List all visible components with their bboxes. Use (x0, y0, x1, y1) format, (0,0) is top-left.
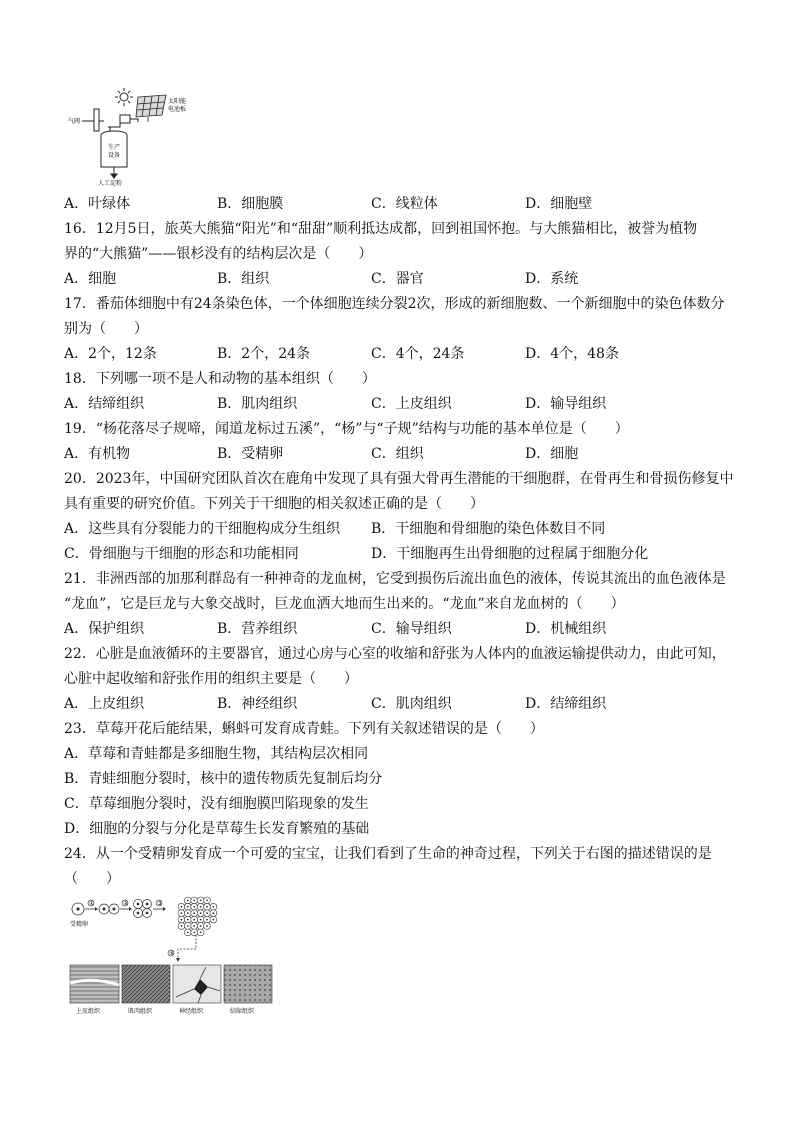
q16-options (64, 269, 744, 289)
muscle-tissue-label: 肌肉组织 (128, 1008, 153, 1015)
cluster-cell-nucleus (187, 919, 189, 921)
q21-option-c[interactable]: C．输导组织 (371, 621, 452, 637)
q20-option-c[interactable]: C．骨细胞与干细胞的形态和功能相同 (64, 546, 299, 562)
q18-option-a[interactable]: A．结缔组织 (64, 396, 145, 412)
artificial-starch-diagram (66, 87, 190, 187)
cluster-cell-nucleus (206, 906, 208, 908)
cluster-cell-nucleus (181, 912, 183, 914)
solar-panel (136, 95, 166, 122)
nerve-tissue-label: 神经组织 (179, 1008, 204, 1015)
step-3-label: ③ (157, 900, 163, 907)
q16-stem-line-1: 16．12月5日，旅英大熊猫“阳光”和“甜甜”顺利抵达成都，回到祖国怀抱。与大熊猫相比，被誉为植物 (64, 221, 698, 237)
q23-option-b[interactable]: B．青蛙细胞分裂时，核中的遗传物质先复制后均分 (64, 771, 383, 787)
cluster-cell-nucleus (181, 925, 183, 927)
q21-option-d[interactable]: D．机械组织 (525, 621, 607, 637)
cluster-cell-nucleus (187, 925, 189, 927)
q16-stem-line-2: 界的“大熊猫”——银杉没有的结构层次是（ ） (64, 246, 373, 262)
step-1-label: ① (89, 900, 95, 907)
q22-option-c[interactable]: C．肌肉组织 (371, 696, 452, 712)
q20-options-row-2 (64, 544, 744, 564)
cluster-cell-nucleus (193, 906, 195, 908)
q22-option-b[interactable]: B．神经组织 (217, 696, 298, 712)
q20-stem-line-2: 具有重要的研究价值。下列关于干细胞的相关叙述正确的是（ ） (64, 496, 484, 512)
q22-stem-line-1: 22．心脏是血液循环的主要器官，通过心房与心室的收缩和舒张为人体内的血液运输提供动力，由此可知， (64, 646, 726, 662)
cell-development-diagram (68, 893, 274, 1019)
q15-option-d[interactable]: D．细胞壁 (525, 196, 593, 212)
q17-options (64, 344, 744, 364)
sun-icon (115, 88, 133, 106)
q20-stem-line-1: 20．2023年，中国研究团队首次在鹿角中发现了具有强大骨再生潜能的干细胞群，在骨再生和骨损伤修复中 (64, 471, 734, 487)
q17-stem-line-1: 17．番茄体细胞中有24条染色体，一个体细胞连续分裂2次，形成的新细胞数、一个新细胞中的染色体数分 (64, 296, 725, 312)
q21-stem-line-2: “龙血”，它是巨龙与大象交战时，巨龙血洒大地而生出来的。“龙血”来自龙血树的（ ） (64, 596, 625, 612)
muscle-tissue-image (122, 965, 170, 1003)
q24-stem-line-2: （ ） (64, 871, 120, 887)
differentiation-arrow (178, 935, 196, 959)
cluster-cell-nucleus (200, 900, 202, 902)
q22-option-a[interactable]: A．上皮组织 (64, 696, 145, 712)
q23-option-c[interactable]: C．草莓细胞分裂时，没有细胞膜凹陷现象的发生 (64, 796, 369, 812)
cluster-cell-nucleus (200, 925, 202, 927)
cluster-cell-nucleus (206, 919, 208, 921)
q19-option-c[interactable]: C．组织 (371, 446, 424, 462)
cluster-cell-nucleus (206, 925, 208, 927)
q24-stem-line-1: 24．从一个受精卵发育成一个可爱的宝宝，让我们看到了生命的神奇过程，下列关于右图的描述错误的是 (64, 846, 712, 862)
zygote-label: 受精卵 (70, 921, 89, 928)
q17-stem-line-2: 别为（ ） (64, 321, 148, 337)
cluster-cell-nucleus (193, 900, 195, 902)
q17-option-b[interactable]: B．2个，24条 (217, 346, 311, 362)
cluster-cell-nucleus (213, 906, 215, 908)
q15-options (64, 194, 744, 214)
q21-option-a[interactable]: A．保护组织 (64, 621, 145, 637)
q22-options (64, 694, 744, 714)
equipment-label-1: 生产 (108, 144, 121, 151)
two-cell-stage (99, 904, 119, 914)
step-4-label: ④ (169, 950, 175, 957)
q16-option-b[interactable]: B．组织 (217, 271, 270, 287)
cluster-cell-nucleus (193, 925, 195, 927)
q21-options (64, 619, 744, 639)
equipment-label-2: 设备 (108, 152, 121, 159)
cluster-cell-nucleus (187, 900, 189, 902)
cluster-cell-nucleus (181, 919, 183, 921)
cluster-cell-nucleus (206, 912, 208, 914)
q17-option-a[interactable]: A．2个，12条 (64, 346, 157, 362)
cluster-cell-nucleus (213, 919, 215, 921)
q19-options (64, 444, 744, 464)
q15-option-c[interactable]: C．线粒体 (371, 196, 438, 212)
epithelial-tissue-image (70, 965, 119, 1003)
q18-stem: 18．下列哪一项不是人和动物的基本组织（ ） (64, 371, 376, 387)
cluster-cell-nucleus (200, 919, 202, 921)
q23-option-d[interactable]: D．细胞的分裂与分化是草莓生长发育繁殖的基础 (64, 821, 370, 837)
q19-stem: 19．“杨花落尽子规啼，闻道龙标过五溪”，“杨”与“子规”结构与功能的基本单位是（ ） (64, 421, 629, 437)
nerve-tissue-image (173, 965, 221, 1003)
q22-stem-line-2: 心脏中起收缩和舒张作用的组织主要是（ ） (64, 671, 358, 687)
gas-valve (82, 109, 104, 131)
q18-option-c[interactable]: C．上皮组织 (371, 396, 452, 412)
q18-option-b[interactable]: B．肌肉组织 (217, 396, 298, 412)
q18-option-d[interactable]: D．输导组织 (525, 396, 607, 412)
gas-valve-label: 气阀 (68, 118, 81, 125)
q20-option-b[interactable]: B．干细胞和骨细胞的染色体数目不同 (371, 521, 606, 537)
step-2-label: ② (123, 900, 129, 907)
q19-option-d[interactable]: D．细胞 (525, 446, 579, 462)
cluster-cell-nucleus (181, 906, 183, 908)
solar-panel-label-2: 电池板 (168, 106, 187, 113)
q23-option-a[interactable]: A．草莓和青蛙都是多细胞生物，其结构层次相同 (64, 746, 369, 762)
q20-options-row-1 (64, 519, 744, 539)
connective-tissue-label: 结缔组织 (230, 1008, 255, 1015)
q20-option-d[interactable]: D．干细胞再生出骨细胞的过程属于细胞分化 (371, 546, 649, 562)
q20-option-a[interactable]: A．这些具有分裂能力的干细胞构成分生组织 (64, 521, 341, 537)
q18-options (64, 394, 744, 414)
cluster-cell-nucleus (193, 912, 195, 914)
cluster-cell-nucleus (187, 932, 189, 934)
cluster-cell-nucleus (200, 912, 202, 914)
q23-stem: 23．草莓开花后能结果，蝌蚪可发育成青蛙。下列有关叙述错误的是（ ） (64, 721, 544, 737)
cluster-cell-nucleus (200, 932, 202, 934)
q16-option-d[interactable]: D．系统 (525, 271, 579, 287)
q16-option-c[interactable]: C．器官 (371, 271, 424, 287)
cluster-cell-nucleus (193, 932, 195, 934)
cluster-cell-nucleus (187, 906, 189, 908)
zygote-cell (72, 903, 84, 915)
q22-option-d[interactable]: D．结缔组织 (525, 696, 607, 712)
q15-option-b[interactable]: B．细胞膜 (217, 196, 284, 212)
cluster-cell-nucleus (187, 912, 189, 914)
q17-option-c[interactable]: C．4个，24条 (371, 346, 465, 362)
q21-stem-line-1: 21．非洲西部的加那利群岛有一种神奇的龙血树，它受到损伤后流出血色的液体，传说其流出的血色液体是 (64, 571, 726, 587)
q17-option-d[interactable]: D．4个，48条 (525, 346, 619, 362)
cluster-cell-nucleus (213, 912, 215, 914)
cluster-cell-nucleus (206, 900, 208, 902)
artificial-starch-label: 人工淀粉 (98, 180, 123, 187)
cluster-cell-nucleus (200, 906, 202, 908)
q19-option-b[interactable]: B．受精卵 (217, 446, 284, 462)
q19-option-a[interactable]: A．有机物 (64, 446, 131, 462)
solar-panel-label-1: 太阳能 (168, 98, 187, 105)
epithelial-tissue-label: 上皮组织 (76, 1008, 101, 1015)
four-cell-stage (134, 900, 152, 918)
cluster-cell-nucleus (193, 919, 195, 921)
cell-cluster (178, 897, 217, 936)
connective-tissue-image (224, 965, 272, 1003)
q21-option-b[interactable]: B．营养组织 (217, 621, 298, 637)
q16-option-a[interactable]: A．细胞 (64, 271, 117, 287)
q15-option-a[interactable]: A．叶绿体 (64, 196, 131, 212)
